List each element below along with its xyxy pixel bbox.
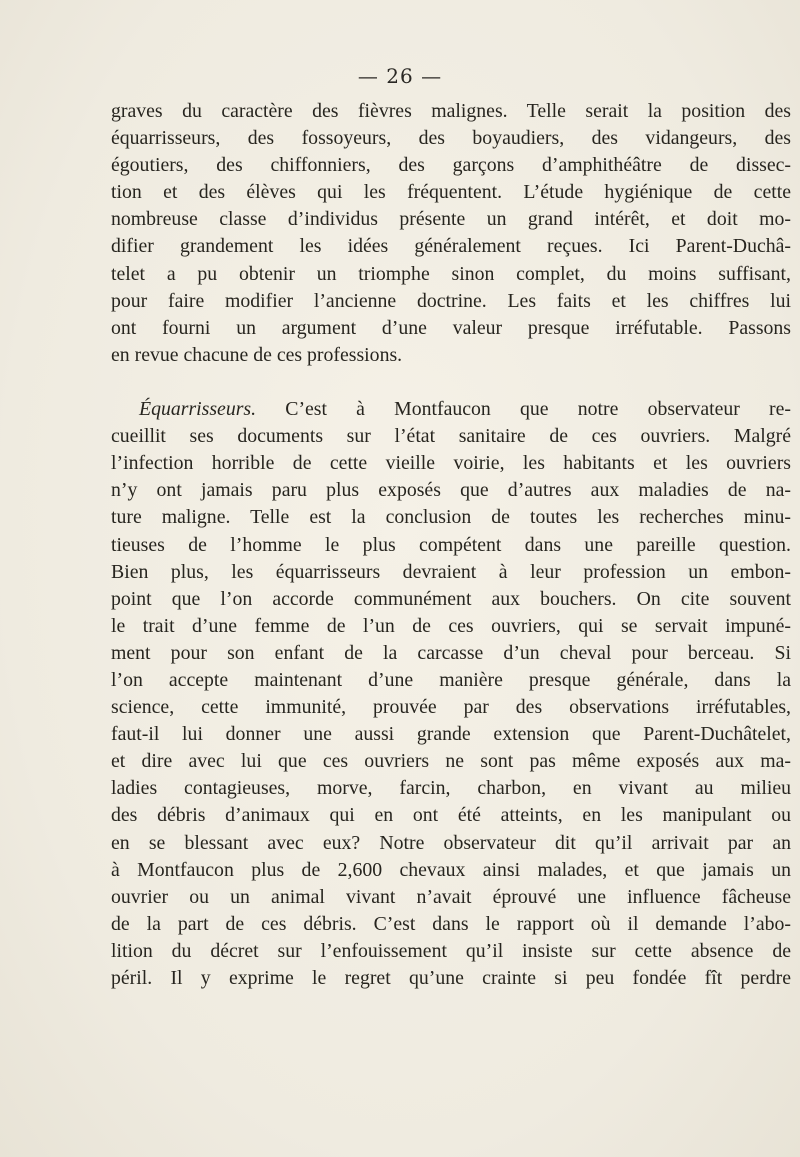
text-line: tieuses de l’homme le plus compétent dans une pareille question. [111, 533, 791, 556]
text-line: ment pour son enfant de la carcasse d’un cheval pour berceau. Si [111, 641, 791, 664]
text-line: Bien plus, les équarrisseurs devraient à leur profession un embon- [111, 560, 791, 583]
text-line: ladies contagieuses, morve, farcin, charbon, en vivant au milieu [111, 777, 791, 800]
paragraph-spacer [111, 369, 791, 396]
text-line: difier grandement les idées généralement reçues. Ici Parent-Duchâ- [111, 235, 791, 258]
text-line: ture maligne. Telle est la conclusion de toutes les recherches minu- [111, 506, 791, 529]
text-line: en se blessant avec eux? Notre observateur dit qu’il arrivait par an [111, 831, 791, 854]
text-line: faut-il lui donner une aussi grande extension que Parent-Duchâtelet, [111, 723, 791, 746]
text-line: l’on accepte maintenant d’une manière presque générale, dans la [111, 668, 791, 691]
text-line: graves du caractère des fièvres malignes. Telle serait la position des [111, 100, 791, 122]
text-line: et dire avec lui que ces ouvriers ne sont pas même exposés aux ma- [111, 750, 791, 773]
text-line: nombreuse classe d’individus présente un grand intérêt, et doit mo- [111, 208, 791, 231]
text-line-rest: C’est à Montfaucon que notre observateur re- [256, 398, 791, 421]
text-line: cueillit ses documents sur l’état sanitaire de ces ouvriers. Malgré [111, 425, 791, 448]
text-line: point que l’on accorde communément aux bouchers. On cite souvent [111, 587, 791, 610]
text-line: le trait d’une femme de l’un de ces ouvriers, qui se servait impuné- [111, 614, 791, 637]
text-line [111, 396, 791, 423]
paragraph-introduction [111, 98, 791, 369]
text-line: équarrisseurs, des fossoyeurs, des boyaudiers, des vidangeurs, des [111, 127, 791, 150]
body-text [111, 98, 791, 992]
text-line: tion et des élèves qui les fréquentent. L’étude hygiénique de cette [111, 181, 791, 204]
text-line: en revue chacune de ces professions. [111, 343, 403, 366]
text-line: de la part de ces débris. C’est dans le rapport où il demande l’abo- [111, 912, 791, 935]
text-line: ont fourni un argument d’une valeur presque irréfutable. Passons [111, 316, 791, 339]
text-line: à Montfaucon plus de 2,600 chevaux ainsi malades, et que jamais un [111, 858, 791, 881]
text-line: égoutiers, des chiffonniers, des garçons d’amphithéâtre de dissec- [111, 154, 791, 177]
section-heading: Équarrisseurs. [139, 398, 257, 421]
text-line: lition du décret sur l’enfouissement qu’il insiste sur cette absence de [111, 939, 791, 962]
text-line: des débris d’animaux qui en ont été atteints, en les manipulant ou [111, 804, 791, 827]
text-line: ouvrier ou un animal vivant n’avait éprouvé une influence fâcheuse [111, 885, 791, 908]
text-line: pour faire modifier l’ancienne doctrine. Les faits et les chiffres lui [111, 289, 791, 312]
text-line: n’y ont jamais paru plus exposés que d’autres aux maladies de na- [111, 479, 791, 502]
text-line: science, cette immunité, prouvée par des observations irréfutables, [111, 696, 791, 719]
text-line: telet a pu obtenir un triomphe sinon complet, du moins suffisant, [111, 262, 791, 285]
page-number: — 26 — [357, 64, 443, 88]
text-line: péril. Il y exprime le regret qu’une crainte si peu fondée fît perdre [111, 967, 791, 989]
paragraph-equarrisseurs [111, 396, 791, 992]
text-line: l’infection horrible de cette vieille voirie, les habitants et les ouvriers [111, 452, 791, 475]
